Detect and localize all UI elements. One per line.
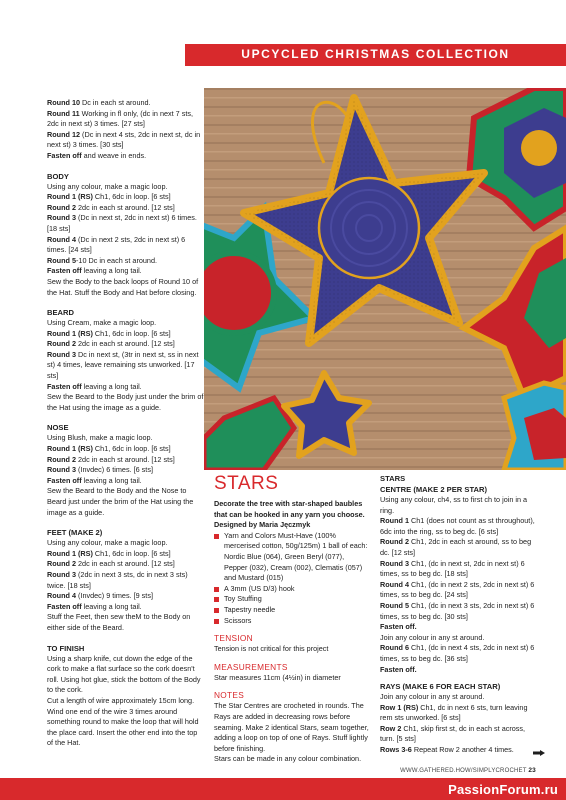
right-column [380, 473, 540, 756]
stars-title: STARS [214, 473, 279, 494]
watermark-text: PassionForum.ru [448, 782, 558, 797]
section-heading-feet: FEET (MAKE 2) [47, 528, 103, 538]
materials-list [214, 531, 369, 626]
multicolor-star-bottom-right [504, 383, 566, 470]
designer-credit: Designed by Maria Jęczmyk [214, 520, 311, 530]
rays-instructions: Join any colour in any st around. Row 1 (RS) Ch1, dc in next 6 sts, turn leaving rem sts unworked. [6 sts] Row 2 Ch1, skip first st, dc in each st across, turn. [5 sts] Rows 3-6 Repeat Row 2 another 4 times. [380, 692, 528, 755]
section-heading-to-finish: TO FINISH [47, 643, 85, 653]
text-line: Round 12 (Dc in next 4 sts, 2dc in next st, dc in next st) 3 times. [30 sts] [47, 129, 201, 150]
stars-pattern-heading: STARS [380, 474, 406, 483]
hat-rounds-cont [47, 98, 205, 162]
stars-photo [204, 88, 566, 470]
arrow-right-icon [533, 750, 545, 756]
measurements-heading: MEASUREMENTS [214, 661, 288, 672]
section-heading-beard: BEARD [47, 308, 75, 318]
bullet-square-icon [214, 587, 219, 592]
middle-column [214, 473, 369, 765]
notes-text: The Star Centres are crocheted in rounds. The Rays are added in decreasing rows before seaming. Make 2 identical Stars, seam together, adding a loop on top of one of Rays. Stuff lightly before finishing. [214, 701, 369, 753]
text-line: Round 11 Working in fl only, (dc in next 7 sts, 2dc in next st) 3 times. [27 sts] [47, 108, 193, 129]
notes-text: Stars can be made in any colour combination. [214, 754, 362, 764]
measurements-text: Star measures 11cm (4½in) in diameter [214, 672, 341, 682]
section-banner [185, 44, 566, 66]
intro-text: Decorate the tree with star-shaped baubles that can be hooked in any yarn you choose. [214, 499, 365, 519]
text-line: Fasten off and weave in ends. [47, 150, 147, 160]
feet-instructions: Using any colour, make a magic loop. Round 1 (RS) Ch1, 6dc in loop. [6 sts] Round 2 2dc in each st around. [12 sts] Round 3 (2dc in next 3 sts, dc in next 3 sts) twice. [18 sts] Round 4 (Invdec) 9 times. [9 sts] Fasten off leaving a long tail. Stuff the Feet, then sew theM to the Body on either side of the Beard. [47, 538, 191, 632]
centre-heading: CENTRE (MAKE 2 PER STAR) [380, 485, 488, 494]
tension-heading: TENSION [214, 633, 253, 644]
crochet-stars-illustration [204, 88, 566, 470]
rays-heading: RAYS (MAKE 6 FOR EACH STAR) [380, 682, 501, 692]
page-number: 23 [528, 767, 536, 774]
page-footer [400, 767, 536, 774]
centre-instructions: Using any colour, ch4, ss to first ch to join in a ring. Round 1 Ch1 (does not count as st throughout), 6dc into the ring, ss to beg dc. [6 sts] Round 2 Ch1, 2dc in each st around, ss to beg dc. [12 sts] Round 3 Ch1, (dc in next st, 2dc in next st) 6 times, ss to beg dc. [18 sts] Round 4 Ch1, (dc in next 2 sts, 2dc in next st) 6 times, ss to beg dc. [24 sts] Round 5 Ch1, (dc in next 3 sts, 2dc in next st) 6 times, ss to beg dc. [30 sts] Fasten off. Join any colour in any st around. Round 6 Ch1, (dc in next 4 sts, 2dc in next st) 6 times, ss to beg dc. [36 sts] Fasten off. [380, 495, 535, 674]
bullet-square-icon [214, 619, 219, 624]
list-item: Tapestry needle [214, 605, 369, 616]
list-item: A 3mm (US D/3) hook [214, 584, 369, 595]
section-heading-nose: NOSE [47, 423, 69, 433]
body-instructions: Using any colour, make a magic loop. Round 1 (RS) Ch1, 6dc in loop. [6 sts] Round 2 2dc in each st around. [12 sts] Round 3 (Dc in next st, 2dc in next st) 6 times. [18 sts] Round 4 (Dc in next 2 sts, 2dc in next st) 6 times. [24 sts] Round 5-10 Dc in each st around. Fasten off leaving a long tail. Sew the Body to the back loops of Round 10 of the Hat. Stuff the Body and Hat before closing. [47, 181, 199, 297]
banner-title: UPCYCLED CHRISTMAS COLLECTION [241, 47, 510, 61]
bullet-square-icon [214, 597, 219, 602]
left-column [47, 98, 205, 749]
list-item: Scissors [214, 616, 369, 627]
section-heading-body: BODY [47, 171, 69, 181]
text-line: Round 10 Dc in each st around. [47, 98, 151, 107]
finish-instructions: Using a sharp knife, cut down the edge of the cork to make a flat surface so the cork doesn't roll. Using hot glue, stick the bottom of the Body to the cork. Cut a length of wire approximately 15cm long. Wind one end of the wire 3 times around something round to make the loop that will hold the place card. Insert the other end into the top of the Hat. [47, 653, 201, 748]
tension-text: Tension is not critical for this project [214, 644, 329, 654]
footer-url: WWW.GATHERED.HOW/SIMPLYCROCHET [400, 768, 527, 774]
nose-instructions: Using Blush, make a magic loop. Round 1 (RS) Ch1, 6dc in loop. [6 sts] Round 2 2dc in each st around. [12 sts] Round 3 (Invdec) 6 times. [6 sts] Fasten off leaving a long tail. Sew the Beard to the Body and the Nose to Beard just under the brim of the Hat using the image as a guide. [47, 433, 194, 517]
bullet-square-icon [214, 534, 219, 539]
watermark-bar [0, 778, 566, 800]
list-item: Toy Stuffing [214, 594, 369, 605]
list-item: Yarn and Colors Must-Have (100% mercerised cotton, 50g/125m) 1 ball of each: Nordic Blue (064), Green Beryl (077), Pepper (032), Cream (002), Clematis (057) and Mustard (015) [214, 531, 369, 584]
beard-instructions: Using Cream, make a magic loop. Round 1 (RS) Ch1, 6dc in loop. [6 sts] Round 2 2dc in each st around. [12 sts] Round 3 Dc in next st, (3tr in next st, ss in next st) 4 times, leave remaining sts unworked. [17 sts] Fasten off leaving a long tail. Sew the Beard to the Body just under the brim of the Hat using the image as a guide. [47, 318, 204, 412]
bullet-square-icon [214, 608, 219, 613]
notes-heading: NOTES [214, 690, 245, 701]
